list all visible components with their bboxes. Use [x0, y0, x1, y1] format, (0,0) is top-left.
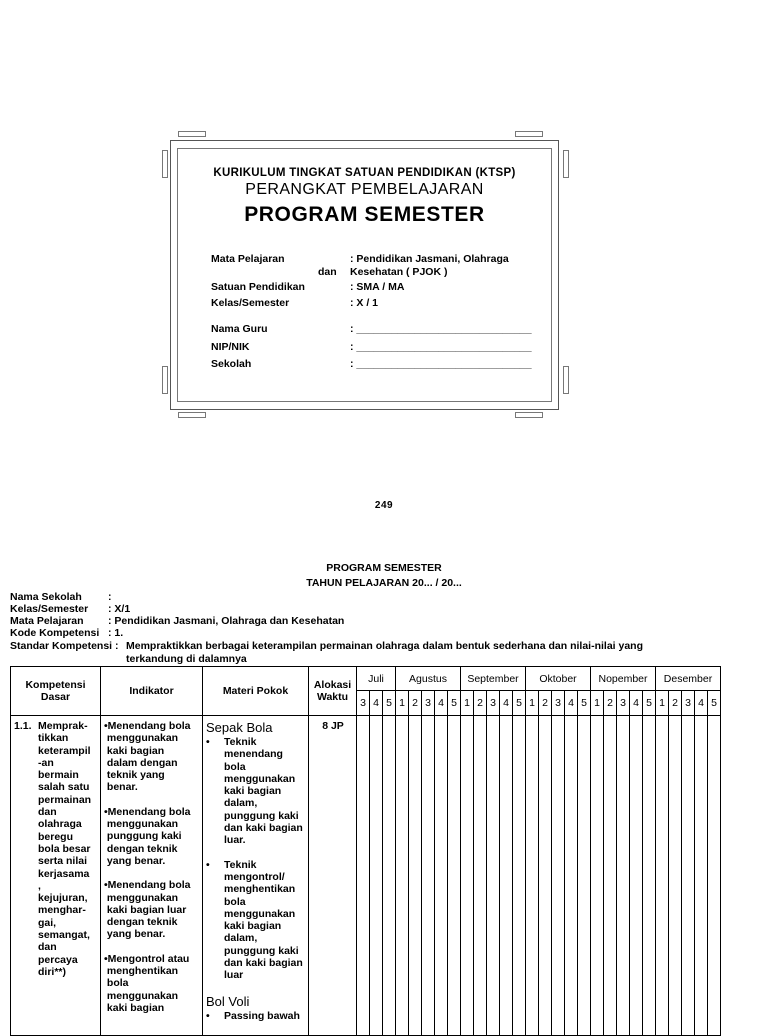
- schedule-cell: [526, 716, 539, 1036]
- week-cell: 5: [383, 691, 396, 716]
- schedule-cell: [591, 716, 604, 1036]
- indikator-line: menggunakan: [104, 732, 179, 745]
- meta-value: : X/1: [108, 603, 131, 615]
- materi-line: • Teknik: [206, 736, 257, 748]
- schedule-cell: [513, 716, 526, 1036]
- doc-title: PROGRAM SEMESTER: [326, 562, 442, 574]
- schedule-cell: [409, 716, 422, 1036]
- corner-ornament: [178, 412, 206, 418]
- kd-line: olahraga: [38, 818, 82, 831]
- header-materi: Materi Pokok: [203, 667, 309, 716]
- kd-line: bola besar: [38, 842, 91, 855]
- cover-field-label: Sekolah: [211, 358, 252, 370]
- cover-field-label: Kelas/Semester: [211, 297, 290, 309]
- corner-ornament: [162, 366, 168, 394]
- materi-line: luar: [224, 969, 244, 982]
- schedule-cell: [630, 716, 643, 1036]
- month-header: Oktober: [526, 667, 591, 691]
- cover-field-label: Satuan Pendidikan: [211, 281, 305, 293]
- indikator-line: •Menendang bola: [104, 720, 191, 732]
- kd-line: -an: [38, 756, 54, 769]
- week-cell: 4: [370, 691, 383, 716]
- materi-line: kaki bagian: [224, 920, 282, 933]
- indikator-line: yang benar.: [104, 854, 166, 867]
- schedule-cell: [500, 716, 513, 1036]
- week-cell: 4: [500, 691, 513, 716]
- cover-field-value: : ______________________________: [350, 358, 532, 370]
- schedule-cell: [370, 716, 383, 1036]
- indikator-line: dengan teknik: [104, 916, 178, 929]
- meta-label: Kelas/Semester: [10, 603, 89, 615]
- cover-subtitle: PERANGKAT PEMBELAJARAN: [245, 181, 484, 198]
- bullet-icon: •: [206, 858, 210, 871]
- schedule-cell: [357, 716, 370, 1036]
- week-cell: 4: [630, 691, 643, 716]
- kd-line: kerjasama: [38, 867, 90, 880]
- kd-line: serta nilai: [38, 855, 88, 868]
- kd-line: diri**): [38, 965, 67, 978]
- corner-ornament: [515, 131, 543, 137]
- kd-line: salah satu: [38, 781, 90, 794]
- meta-value: : 1.: [108, 627, 124, 639]
- materi-line: menggunakan: [224, 907, 296, 920]
- header-alokasi: Alokasi Waktu: [309, 667, 357, 716]
- indikator-line: kaki bagian: [104, 1001, 165, 1014]
- week-cell: 3: [617, 691, 630, 716]
- materi-line: menendang: [224, 748, 283, 761]
- week-cell: 5: [708, 691, 721, 716]
- materi-line: dan kaki bagian: [224, 957, 303, 970]
- kd-line: kejujuran,: [38, 892, 88, 905]
- materi-line: dalam,: [224, 932, 258, 945]
- week-cell: 2: [669, 691, 682, 716]
- indikator-line: benar.: [104, 781, 138, 794]
- cover-field-label: Mata Pelajaran: [211, 253, 285, 265]
- cover-field-value: : ______________________________: [350, 341, 532, 353]
- standar-value: Mempraktikkan berbagai keterampilan permainan olahraga dalam bentuk sederhana dan nilai-nilai yang: [126, 640, 643, 652]
- schedule-cell: [617, 716, 630, 1036]
- materi-line: punggung kaki: [224, 944, 299, 957]
- meta-label: Mata Pelajaran: [10, 615, 84, 627]
- indikator-line: dengan teknik: [104, 842, 178, 855]
- meta-label: Kode Kompetensi: [10, 627, 100, 639]
- kd-line: permainan: [38, 793, 92, 806]
- cover-field-label: dan: [318, 266, 337, 278]
- materi-line: menggunakan: [224, 772, 296, 785]
- kd-text: [38, 720, 91, 978]
- schedule-cell: [396, 716, 409, 1036]
- indikator-line: menggunakan: [104, 989, 179, 1002]
- indikator-line: dalam dengan: [104, 756, 178, 769]
- week-cell: 5: [643, 691, 656, 716]
- cover-field-value: : ______________________________: [350, 323, 532, 335]
- bullet-icon: •: [206, 736, 210, 748]
- week-cell: 2: [539, 691, 552, 716]
- bullet-icon: •: [206, 1009, 210, 1022]
- schedule-cell: [539, 716, 552, 1036]
- kd-line: bermain: [38, 769, 79, 782]
- cover-field-label: NIP/NIK: [211, 341, 250, 353]
- week-cell: 3: [422, 691, 435, 716]
- materi-line: punggung kaki: [224, 809, 299, 822]
- week-cell: 2: [409, 691, 422, 716]
- kd-line: Memprak-: [38, 720, 88, 732]
- indikator-line: punggung kaki: [104, 830, 182, 843]
- schedule-cell: [578, 716, 591, 1036]
- page-number: 249: [374, 500, 394, 511]
- month-header: September: [461, 667, 526, 691]
- week-cell: 1: [396, 691, 409, 716]
- materi-line: dalam,: [224, 797, 258, 810]
- kd-line: dan: [38, 941, 57, 954]
- kd-line: menghar-: [38, 904, 86, 917]
- cover-curriculum-title: KURIKULUM TINGKAT SATUAN PENDIDIKAN (KTSP): [213, 167, 516, 179]
- schedule-cell: [695, 716, 708, 1036]
- header-indikator: Indikator: [101, 667, 203, 716]
- week-cell: 3: [552, 691, 565, 716]
- cover-field-value: Kesehatan ( PJOK ): [350, 266, 448, 278]
- meta-label: Nama Sekolah: [10, 591, 82, 603]
- kd-line: dan: [38, 806, 57, 819]
- cover-main-title: PROGRAM SEMESTER: [244, 203, 485, 226]
- materi-line: bola: [224, 760, 246, 773]
- schedule-cell: [474, 716, 487, 1036]
- kd-line: semangat,: [38, 929, 90, 942]
- corner-ornament: [515, 412, 543, 418]
- materi-line: • Passing bawah: [206, 1009, 300, 1022]
- week-cell: 1: [461, 691, 474, 716]
- schedule-cell: [422, 716, 435, 1036]
- corner-ornament: [563, 366, 569, 394]
- indikator-line: yang benar.: [104, 928, 166, 941]
- indikator-line: menggunakan: [104, 818, 179, 831]
- indikator-line: menghentikan: [104, 965, 179, 978]
- indikator-line: •Menendang bola: [104, 805, 191, 818]
- standar-label: Standar Kompetensi :: [10, 640, 119, 652]
- indikator-line: menggunakan: [104, 891, 179, 904]
- schedule-cell: [682, 716, 695, 1036]
- cover-field-value: : SMA / MA: [350, 281, 405, 293]
- week-cell: 4: [695, 691, 708, 716]
- kd-line: tikkan: [38, 732, 69, 745]
- week-cell: 2: [604, 691, 617, 716]
- month-header: Juli: [357, 667, 396, 691]
- week-cell: 2: [474, 691, 487, 716]
- week-cell: 3: [487, 691, 500, 716]
- schedule-cell: [435, 716, 448, 1036]
- kd-cell: [11, 716, 101, 1036]
- week-cell: 1: [526, 691, 539, 716]
- indikator-line: kaki bagian luar: [104, 903, 187, 916]
- materi-line: dan kaki bagian: [224, 822, 303, 835]
- meta-value: : Pendidikan Jasmani, Olahraga dan Kesehatan: [108, 615, 345, 627]
- materi-line: mengontrol/: [224, 870, 285, 883]
- week-cell: 3: [682, 691, 695, 716]
- schedule-cell: [552, 716, 565, 1036]
- week-cell: 5: [513, 691, 526, 716]
- week-cell: 4: [565, 691, 578, 716]
- week-cell: 5: [578, 691, 591, 716]
- alokasi-cell: 8 JP: [309, 716, 357, 1036]
- week-cell: 5: [448, 691, 461, 716]
- corner-ornament: [178, 131, 206, 137]
- cover-field-value: : Pendidikan Jasmani, Olahraga: [350, 253, 509, 265]
- schedule-cell: [487, 716, 500, 1036]
- month-header: Nopember: [591, 667, 656, 691]
- kd-line: percaya: [38, 953, 78, 966]
- materi-line: menghentikan: [224, 883, 296, 896]
- week-cell: 1: [656, 691, 669, 716]
- kd-line: beregu: [38, 830, 74, 843]
- week-cell: 3: [357, 691, 370, 716]
- header-kd: Kompetensi Dasar: [11, 667, 101, 716]
- schedule-cell: [383, 716, 396, 1036]
- doc-subtitle: TAHUN PELAJARAN 20... / 20...: [306, 577, 462, 589]
- indikator-line: teknik yang: [104, 769, 165, 782]
- kd-line: gai,: [38, 916, 57, 929]
- schedule-cell: [643, 716, 656, 1036]
- schedule-cell: [448, 716, 461, 1036]
- program-semester-table: [10, 666, 721, 1036]
- indikator-line: bola: [104, 977, 129, 990]
- month-header: Desember: [656, 667, 721, 691]
- kd-line: keterampil: [38, 744, 91, 757]
- schedule-cell: [565, 716, 578, 1036]
- corner-ornament: [162, 150, 168, 178]
- materi-heading: Bol Voli: [206, 993, 250, 1009]
- week-cell: 1: [591, 691, 604, 716]
- materi-line: luar.: [224, 834, 246, 847]
- corner-ornament: [563, 150, 569, 178]
- kd-line: ,: [38, 879, 41, 892]
- standar-value-cont: terkandung di dalamnya: [126, 653, 247, 665]
- schedule-cell: [708, 716, 721, 1036]
- materi-line: • Teknik: [206, 858, 257, 871]
- materi-line: bola: [224, 895, 246, 908]
- indikator-line: •Menendang bola: [104, 879, 191, 892]
- meta-value: :: [108, 591, 112, 603]
- kd-number: 1.1.: [14, 720, 32, 732]
- indikator-cell: [101, 716, 203, 1036]
- indikator-line: kaki bagian: [104, 744, 165, 757]
- materi-heading: Sepak Bola: [206, 720, 273, 735]
- cover-field-label: Nama Guru: [211, 323, 268, 335]
- schedule-cell: [656, 716, 669, 1036]
- schedule-cell: [669, 716, 682, 1036]
- week-cell: 4: [435, 691, 448, 716]
- schedule-cell: [461, 716, 474, 1036]
- month-header: Agustus: [396, 667, 461, 691]
- cover-field-value: : X / 1: [350, 297, 379, 309]
- schedule-cell: [604, 716, 617, 1036]
- indikator-line: •Mengontrol atau: [104, 952, 190, 965]
- materi-cell: [203, 716, 309, 1036]
- materi-line: kaki bagian: [224, 785, 282, 798]
